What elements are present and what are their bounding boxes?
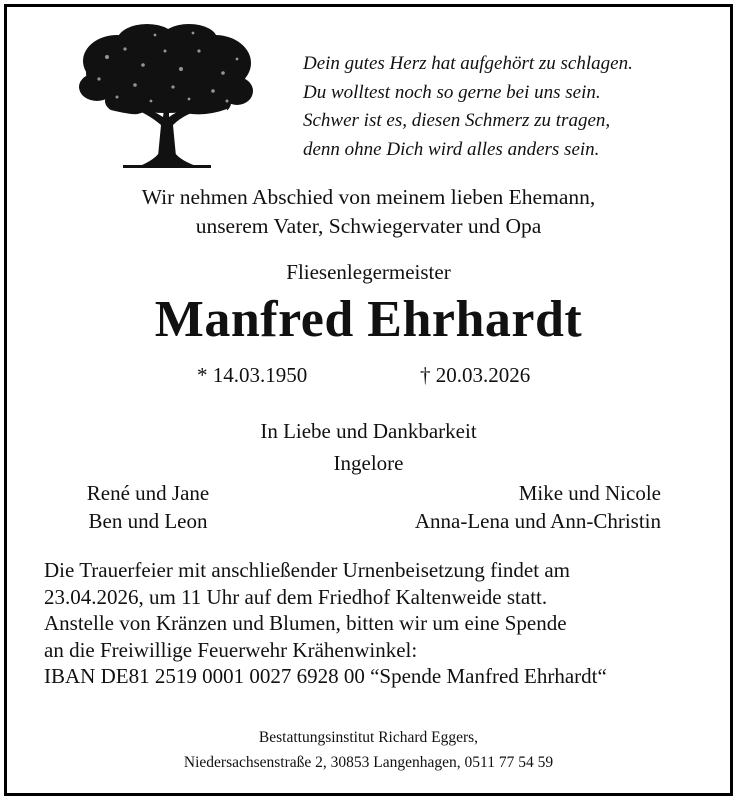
obituary-notice	[4, 4, 733, 796]
poem-line: Du wolltest noch so gerne bei uns sein.	[303, 81, 601, 103]
family-member: Anna-Lena und Ann-Christin	[414, 509, 661, 533]
intro-line: unserem Vater, Schwiegervater und Opa	[195, 213, 542, 238]
farewell-intro	[7, 183, 730, 240]
family-member: René und Jane	[86, 481, 210, 505]
info-line: Anstelle von Kränzen und Blumen, bitten wir um eine Spende	[44, 611, 567, 635]
death-date: † 20.03.2026	[420, 363, 531, 387]
deceased-name: Manfred Ehrhardt	[154, 291, 583, 348]
info-line: Die Trauerfeier mit anschließender Urnenbeisetzung findet am	[44, 558, 570, 582]
info-line: an die Freiwillige Feuerwehr Krähenwinkel:	[44, 637, 418, 662]
closing-phrase: In Liebe und Dankbarkeit	[260, 419, 477, 443]
intro-line: Wir nehmen Abschied von meinem lieben Ehemann,	[141, 185, 596, 209]
family-right	[367, 479, 661, 535]
tree-icon	[77, 21, 255, 169]
closing	[7, 415, 730, 479]
poem-line: denn ohne Dich wird alles anders sein.	[303, 138, 600, 160]
info-line: 23.04.2026, um 11 Uhr auf dem Friedhof Kaltenweide statt.	[44, 584, 548, 609]
birth-date: * 14.03.1950	[197, 363, 308, 387]
family-member: Ben und Leon	[88, 509, 208, 533]
family-member: Mike und Nicole	[518, 481, 661, 505]
funeral-info	[44, 557, 704, 690]
family-left	[73, 479, 223, 535]
iban-line: IBAN DE81 2519 0001 0027 6928 00 “Spende Manfred Ehrhardt“	[44, 664, 607, 688]
poem	[303, 50, 723, 164]
profession: Fliesenlegermeister	[286, 260, 451, 284]
poem-line: Schwer ist es, diesen Schmerz zu tragen,	[303, 110, 611, 131]
funeral-home	[7, 725, 730, 775]
spouse-name: Ingelore	[333, 451, 404, 475]
funeral-home-address: Niedersachsenstraße 2, 30853 Langenhagen, 0511 77 54 59	[183, 754, 554, 771]
funeral-home-name: Bestattungsinstitut Richard Eggers,	[258, 729, 479, 746]
poem-line: Dein gutes Herz hat aufgehört zu schlagen.	[303, 53, 633, 74]
